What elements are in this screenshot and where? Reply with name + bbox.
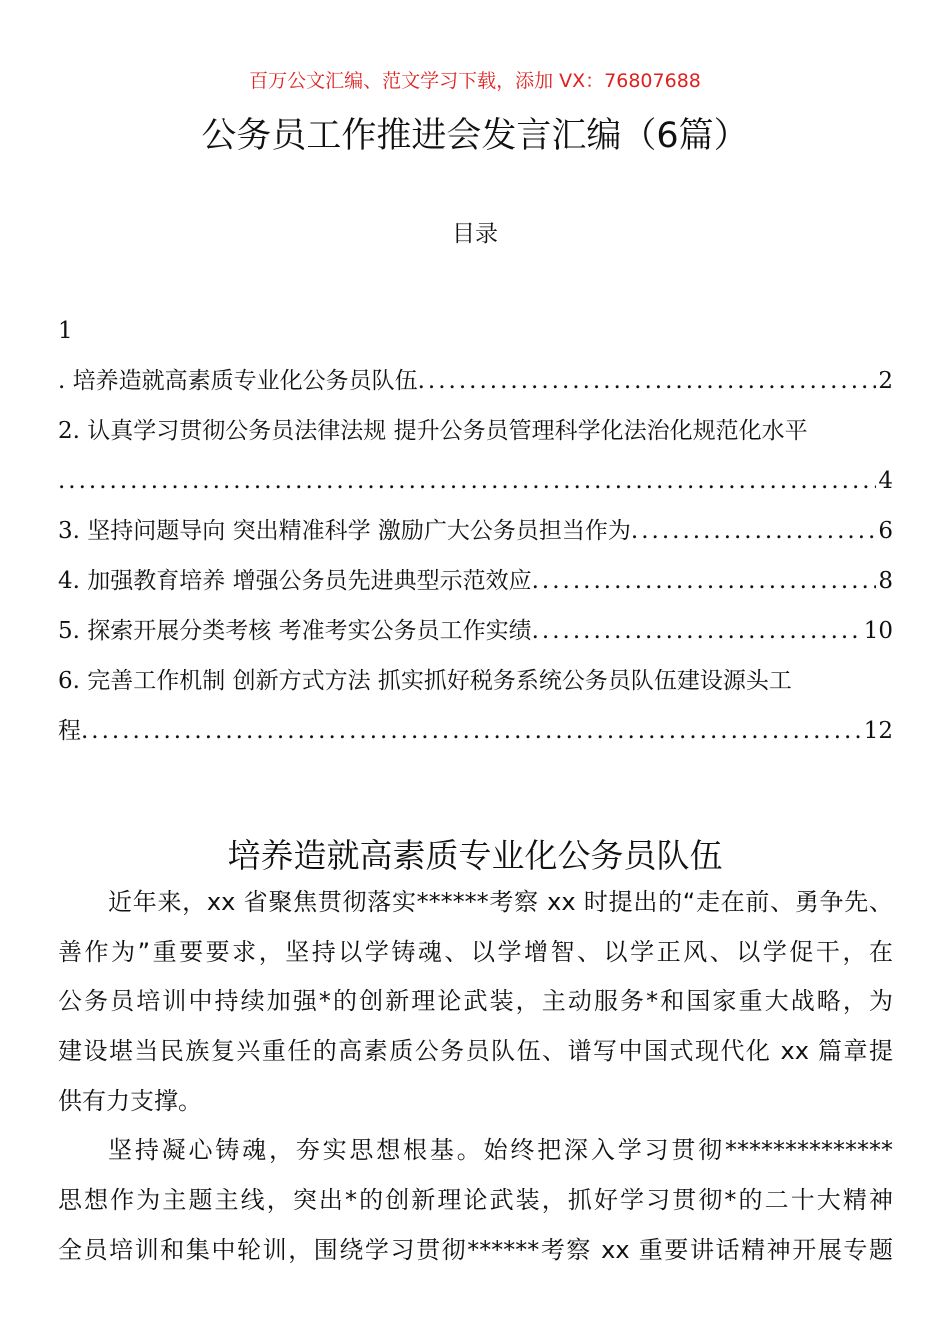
- toc-title[interactable]: 4. 加强教育培养 增强公务员先进典型示范效应: [58, 568, 532, 594]
- watermark-text: 百万公文汇编、范文学习下载，添加 VX：76807688: [249, 70, 701, 92]
- toc-leader: [418, 356, 877, 406]
- toc-entry-1[interactable]: [58, 356, 893, 406]
- toc-leader: [631, 506, 876, 556]
- toc-entry-3[interactable]: [58, 506, 893, 556]
- document-title: 公务员工作推进会发言汇编（6篇）: [201, 116, 749, 156]
- text-line: 坚持凝心铸魂，夯实思想根基。始终把深入学习贯彻**************: [108, 1136, 893, 1165]
- text-line: 公务员培训中持续加强*的创新理论武装，主动服务*和国家重大战略，为: [58, 987, 893, 1016]
- body-text: [58, 878, 893, 1276]
- toc-leader: [81, 706, 862, 756]
- text-line: 供有力支撑。: [58, 1086, 202, 1115]
- paragraph: [58, 1126, 893, 1275]
- toc-page: 8: [878, 568, 893, 594]
- toc-entry-6[interactable]: [58, 656, 893, 706]
- toc-number: 1: [58, 318, 73, 344]
- toc-title[interactable]: 程: [58, 718, 81, 744]
- table-of-contents: [58, 306, 893, 756]
- toc-title[interactable]: 5. 探索开展分类考核 考准考实公务员工作实绩: [58, 618, 532, 644]
- text-line: 近年来，xx 省聚焦贯彻落实******考察 xx 时提出的“走在前、勇争先、: [108, 888, 893, 916]
- text-line: 全员培训和集中轮训，围绕学习贯彻******考察 xx 重要讲话精神开展专题: [58, 1235, 893, 1264]
- toc-page: 6: [878, 518, 893, 544]
- toc-entry-2-leader: [58, 456, 893, 506]
- toc-entry-6-cont[interactable]: [58, 706, 893, 756]
- text-line: 思想作为主题主线，突出*的创新理论武装，抓好学习贯彻*的二十大精神: [58, 1186, 893, 1215]
- toc-entry-4[interactable]: [58, 556, 893, 606]
- paragraph: [58, 878, 893, 1126]
- toc-title[interactable]: 2. 认真学习贯彻公务员法律法规 提升公务员管理科学化法治化规范化水平: [58, 418, 808, 444]
- toc-page: 10: [863, 618, 893, 644]
- toc-page: 4: [878, 468, 893, 494]
- toc-leader: [532, 556, 877, 606]
- toc-entry-5[interactable]: [58, 606, 893, 656]
- toc-title[interactable]: 3. 坚持问题导向 突出精准科学 激励广大公务员担当作为: [58, 518, 631, 544]
- toc-leader: [532, 606, 862, 656]
- toc-heading: 目录: [452, 221, 498, 247]
- toc-leader: [58, 456, 876, 506]
- toc-page: 12: [863, 718, 893, 744]
- text-line: 建设堪当民族复兴重任的高素质公务员队伍、谱写中国式现代化 xx 篇章提: [58, 1037, 893, 1066]
- toc-entry-2[interactable]: [58, 406, 893, 456]
- section-title: 培养造就高素质专业化公务员队伍: [227, 836, 723, 875]
- toc-page: 2: [878, 368, 893, 394]
- toc-entry-number: [58, 306, 893, 356]
- text-line: 善作为”重要要求，坚持以学铸魂、以学增智、以学正风、以学促干，在: [58, 937, 893, 966]
- toc-title[interactable]: . 培养造就高素质专业化公务员队伍: [58, 368, 418, 394]
- toc-title[interactable]: 6. 完善工作机制 创新方式方法 抓实抓好税务系统公务员队伍建设源头工: [58, 668, 792, 694]
